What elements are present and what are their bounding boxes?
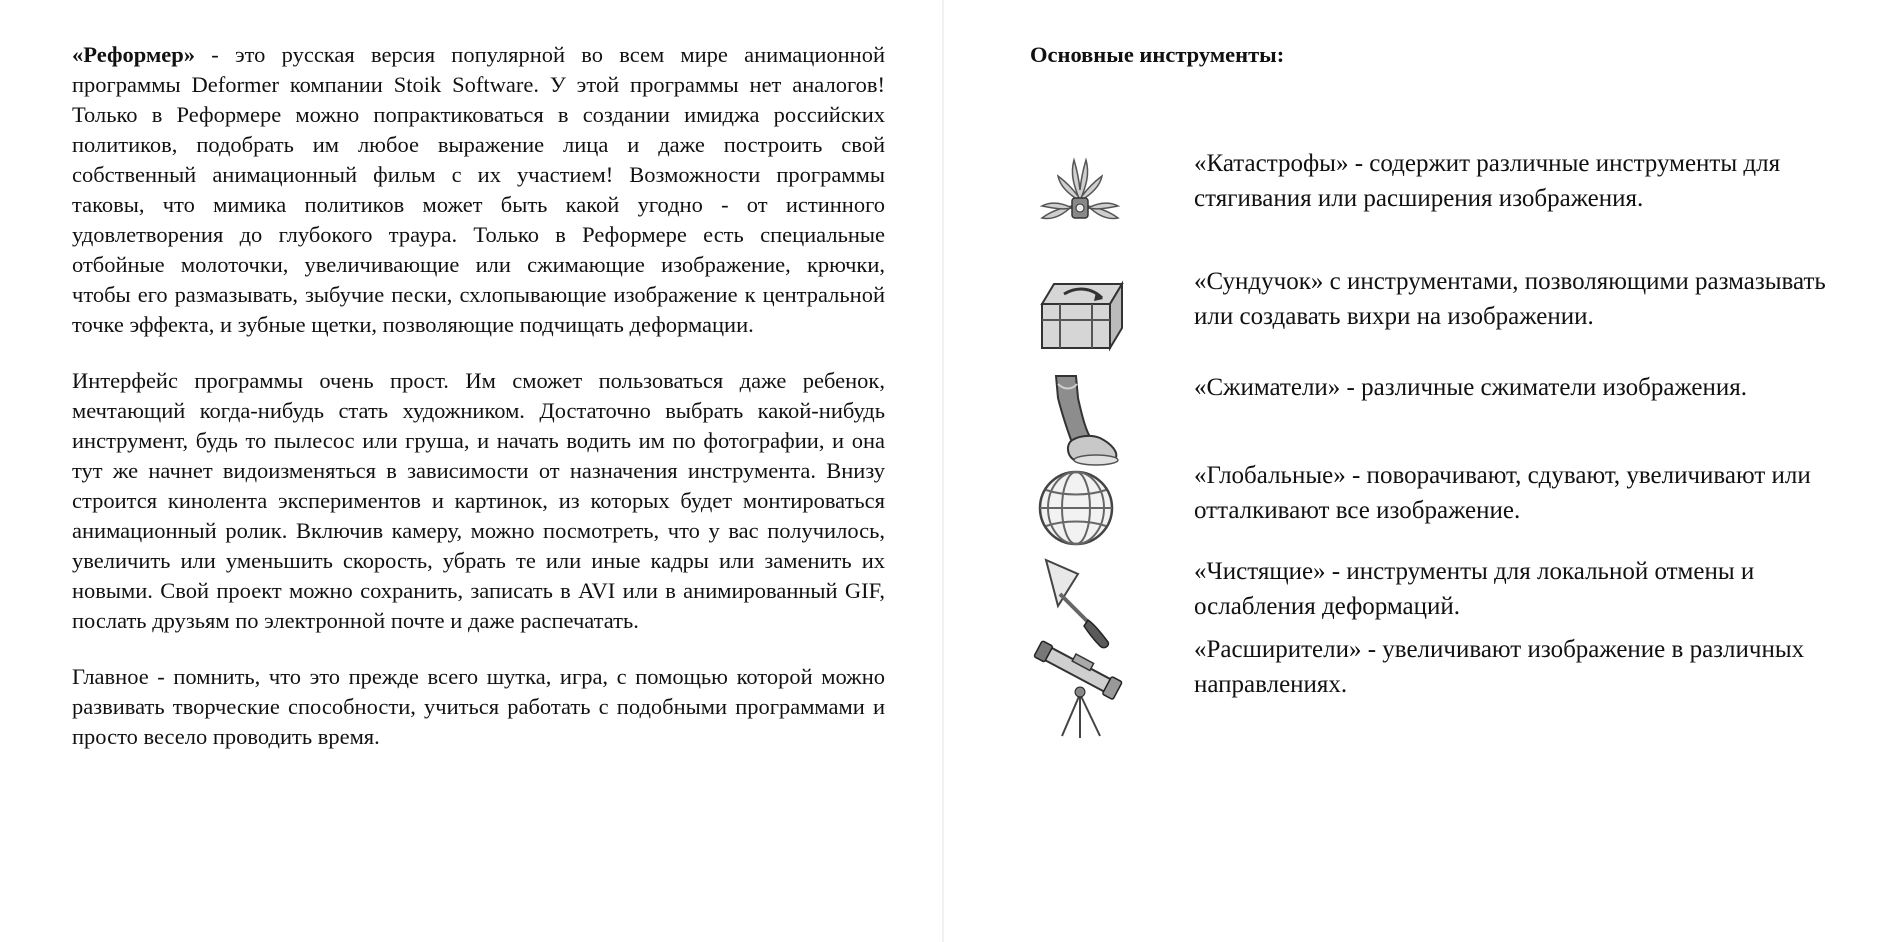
tool-global-text: «Глобальные» - поворачивают, сдувают, увеличивают или отталкивают все изображение.	[1194, 462, 1811, 524]
tool-chest-text: «Сундучок» с инструментами, позволяющими размазывать или создавать вихри на изображении.	[1194, 268, 1826, 330]
left-page	[72, 40, 885, 778]
tool-catastrophes-text: «Катастрофы» - содержит различные инструменты для стягивания или расширения изображения.	[1194, 150, 1781, 212]
page-fold	[942, 0, 944, 942]
intro-text: - это русская версия популярной во всем мире анимационной программы Deformer компании Stoik Software. У этой программы нет аналогов! Только в Реформере можно попрактиковаться в создании имиджа российских политиков, подобрать им любое выражение лица и даже построить свой собственный анимационный фильм с их участием! Возможности программы таковы, что мимика политиков может быть какой угодно - от истинного удовлетворения до глубокого траура. Только в Реформере есть специальные отбойные молоточки, увеличивающие или сжимающие изображение, крючки, чтобы его размазывать, зыбучие пески, схлопывающие изображение к центральной точке эффекта, и зубные щетки, позволяющие подчищать деформации.	[72, 42, 885, 337]
globe-icon	[1030, 458, 1130, 558]
interface-paragraph: Интерфейс программы очень прост. Им сможет пользоваться даже ребенок, мечтающий когда-нибудь стать художником. Достаточно выбрать какой-нибудь инструмент, будь то пылесос или груша, и начать водить им по фотографии, и она тут же начнет видоизменяться в зависимости от назначения инструмента. Внизу строится кинолента экспериментов и картинок, из которых будет монтироваться анимационный ролик. Включив камеру, можно посмотреть, что у вас получилось, увеличить или уменьшить скорость, убрать те или иные кадры или заменить их новыми. Свой проект можно сохранить, записать в AVI или в анимированный GIF, послать друзьям по электронной почте и даже распечатать.	[72, 368, 885, 633]
chest-icon	[1030, 264, 1130, 364]
tools-heading: Основные инструменты:	[1030, 42, 1285, 67]
vacuum-icon	[1030, 370, 1130, 470]
tool-expanders-text: «Расширители» - увеличивают изображение в различных направлениях.	[1194, 636, 1805, 698]
tool-cleaners-text: «Чистящие» - инструменты для локальной отмены и ослабления деформаций.	[1194, 558, 1755, 620]
catastrophe-icon	[1030, 146, 1130, 246]
right-page	[1030, 40, 1850, 698]
brand-name: «Реформер»	[72, 42, 196, 67]
tool-squeezers-text: «Сжиматели» - различные сжиматели изображения.	[1194, 374, 1747, 401]
telescope-icon	[1030, 632, 1130, 742]
intro-paragraph	[72, 40, 885, 340]
closing-paragraph: Главное - помнить, что это прежде всего шутка, игра, с помощью которой можно развивать творческие способности, учиться работать с подобными программами и просто весело проводить время.	[72, 664, 885, 749]
